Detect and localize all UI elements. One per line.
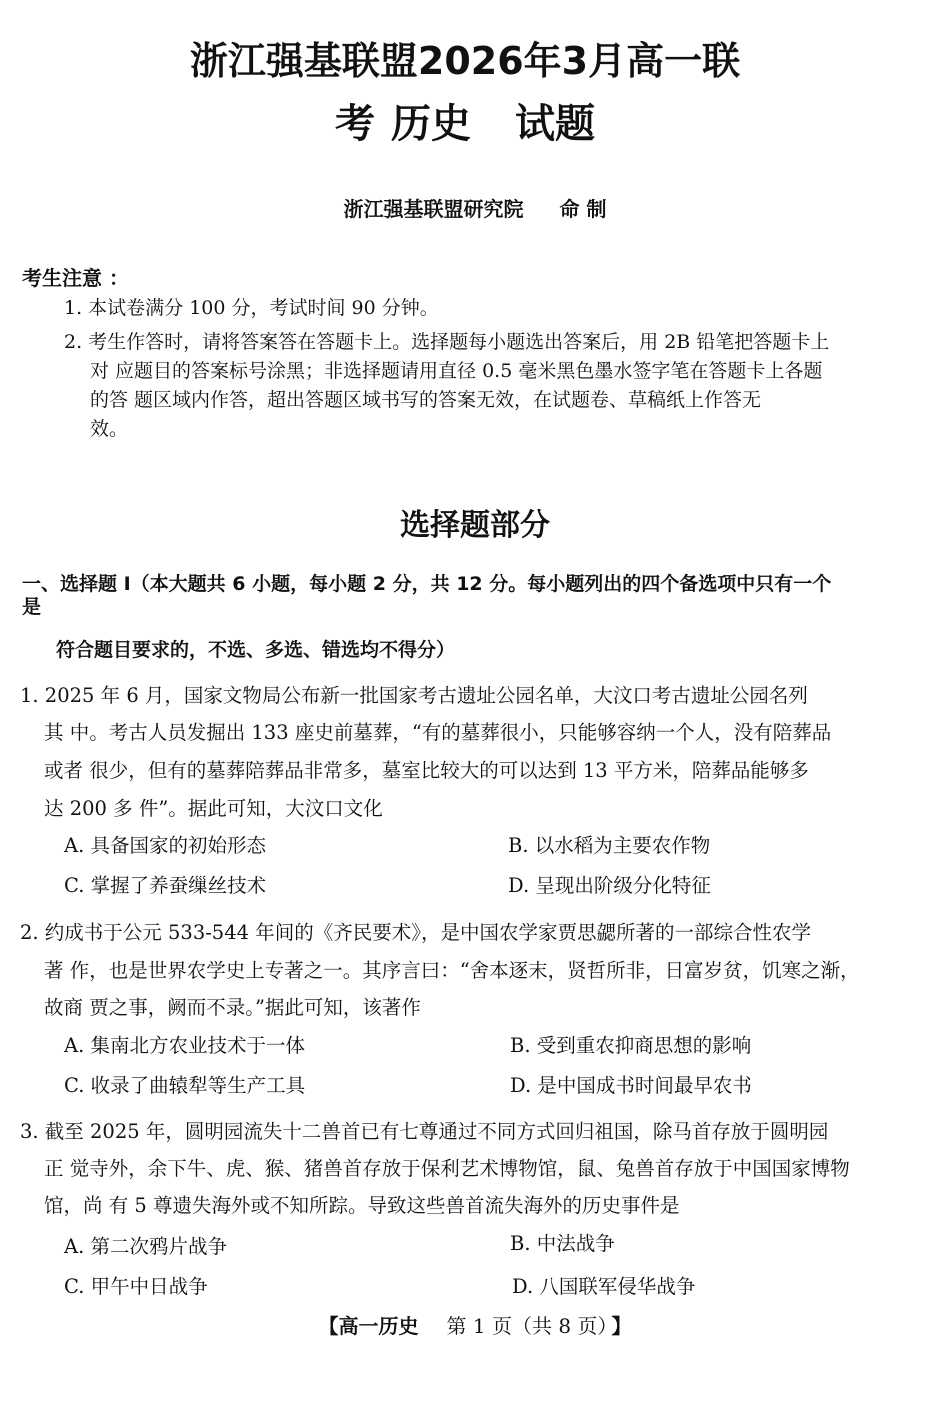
question-2-option-b[interactable]: B. 受到重农抑商思想的影响 xyxy=(510,1034,752,1057)
question-3-option-c[interactable]: C. 甲午中日战争 xyxy=(64,1275,208,1298)
question-3-line-2: 正 觉寺外，余下牛、虎、猴、猪兽首存放于保利艺术博物馆，鼠、兔兽首存放于中国国家博物 xyxy=(44,1157,850,1180)
question-3-line-1: 3. 截至 2025 年，圆明园流失十二兽首已有七尊通过不同方式回归祖国，除马首存放于圆明园 xyxy=(20,1120,829,1143)
question-3-option-b[interactable]: B. 中法战争 xyxy=(510,1232,615,1255)
question-3-option-d[interactable]: D. 八国联军侵华战争 xyxy=(512,1275,696,1298)
section-intro-line-3: 符合题目要求的，不选、多选、错选均不得分） xyxy=(56,639,456,661)
question-1-option-d[interactable]: D. 呈现出阶级分化特征 xyxy=(508,874,711,897)
title-word-subject: 历史 xyxy=(391,101,471,147)
notice-heading: 考生注意 ： xyxy=(22,266,129,290)
title-word-kao: 考 xyxy=(335,101,375,147)
question-3-line-3: 馆，尚 有 5 尊遗失海外或不知所踪。导致这些兽首流失海外的历史事件是 xyxy=(44,1194,680,1217)
section-intro-line-1: 一、选择题 I（本大题共 6 小题，每小题 2 分，共 12 分。每小题列出的四个备选项中只有一个 xyxy=(22,573,832,595)
notice-item-1: 1. 本试卷满分 100 分，考试时间 90 分钟。 xyxy=(64,297,439,319)
section-intro-line-2: 是 xyxy=(22,596,42,618)
question-2-line-3: 故商 贾之事，阙而不录。”据此可知，该著作 xyxy=(44,996,421,1019)
question-2-line-1: 2. 约成书于公元 533-544 年间的《齐民要术》，是中国农学家贾思勰所著的一部综合性农学 xyxy=(20,921,811,944)
title-word-exam: 试题 xyxy=(515,101,595,147)
question-2-line-2: 著 作，也是世界农学史上专著之一。其序言曰：“舍本逐末，贤哲所非，日富岁贫，饥寒之渐， xyxy=(44,959,860,982)
exam-title-line1: 浙江强基联盟2026年3月高一联 xyxy=(189,39,741,83)
question-1-line-3: 或者 很少，但有的墓葬陪葬品非常多，墓室比较大的可以达到 13 平方米，陪葬品能够多 xyxy=(44,759,809,782)
notice-item-2-line-3: 的答 题区域内作答，超出答题区域书写的答案无效，在试题卷、草稿纸上作答无 xyxy=(90,389,762,411)
footer-bracket: 】 xyxy=(611,1314,632,1338)
section-title: 选择题部分 xyxy=(400,508,550,543)
question-1-line-2: 其 中。考古人员发掘出 133 座史前墓葬，“有的墓葬很小，只能够容纳一个人，没有陪葬品 xyxy=(44,721,832,744)
question-1-line-1: 1. 2025 年 6 月，国家文物局公布新一批国家考古遗址公园名单，大汶口考古遗址公园名列 xyxy=(20,684,808,707)
exam-author xyxy=(0,193,950,222)
question-2-option-c[interactable]: C. 收录了曲辕犁等生产工具 xyxy=(64,1074,306,1097)
notice-item-2-line-2: 对 应题目的答案标号涂黑；非选择题请用直径 0.5 毫米黑色墨水签字笔在答题卡上各题 xyxy=(90,360,823,382)
notice-item-2-line-1: 2. 考生作答时，请将答案答在答题卡上。选择题每小题选出答案后，用 2B 铅笔把答题卡上 xyxy=(64,331,830,353)
question-1-option-a[interactable]: A. 具备国家的初始形态 xyxy=(64,834,266,857)
question-3-option-a[interactable]: A. 第二次鸦片战争 xyxy=(64,1235,227,1258)
notice-item-2-line-4: 效。 xyxy=(90,418,129,440)
footer-page-number: 第 1 页（共 8 页） xyxy=(446,1314,608,1338)
question-2-option-d[interactable]: D. 是中国成书时间最早农书 xyxy=(510,1074,752,1097)
footer-subject: 【高一历史 xyxy=(318,1314,419,1338)
question-1-option-b[interactable]: B. 以水稻为主要农作物 xyxy=(508,834,711,857)
question-1-option-c[interactable]: C. 掌握了养蚕缫丝技术 xyxy=(64,874,267,897)
author-institute: 浙江强基联盟研究院 xyxy=(343,197,524,221)
page-footer xyxy=(0,1310,950,1339)
author-role: 命 制 xyxy=(559,197,607,221)
question-1-line-4: 达 200 多 件”。据此可知，大汶口文化 xyxy=(44,797,383,820)
question-2-option-a[interactable]: A. 集南北方农业技术于一体 xyxy=(64,1034,305,1057)
exam-title-line2 xyxy=(0,92,930,149)
